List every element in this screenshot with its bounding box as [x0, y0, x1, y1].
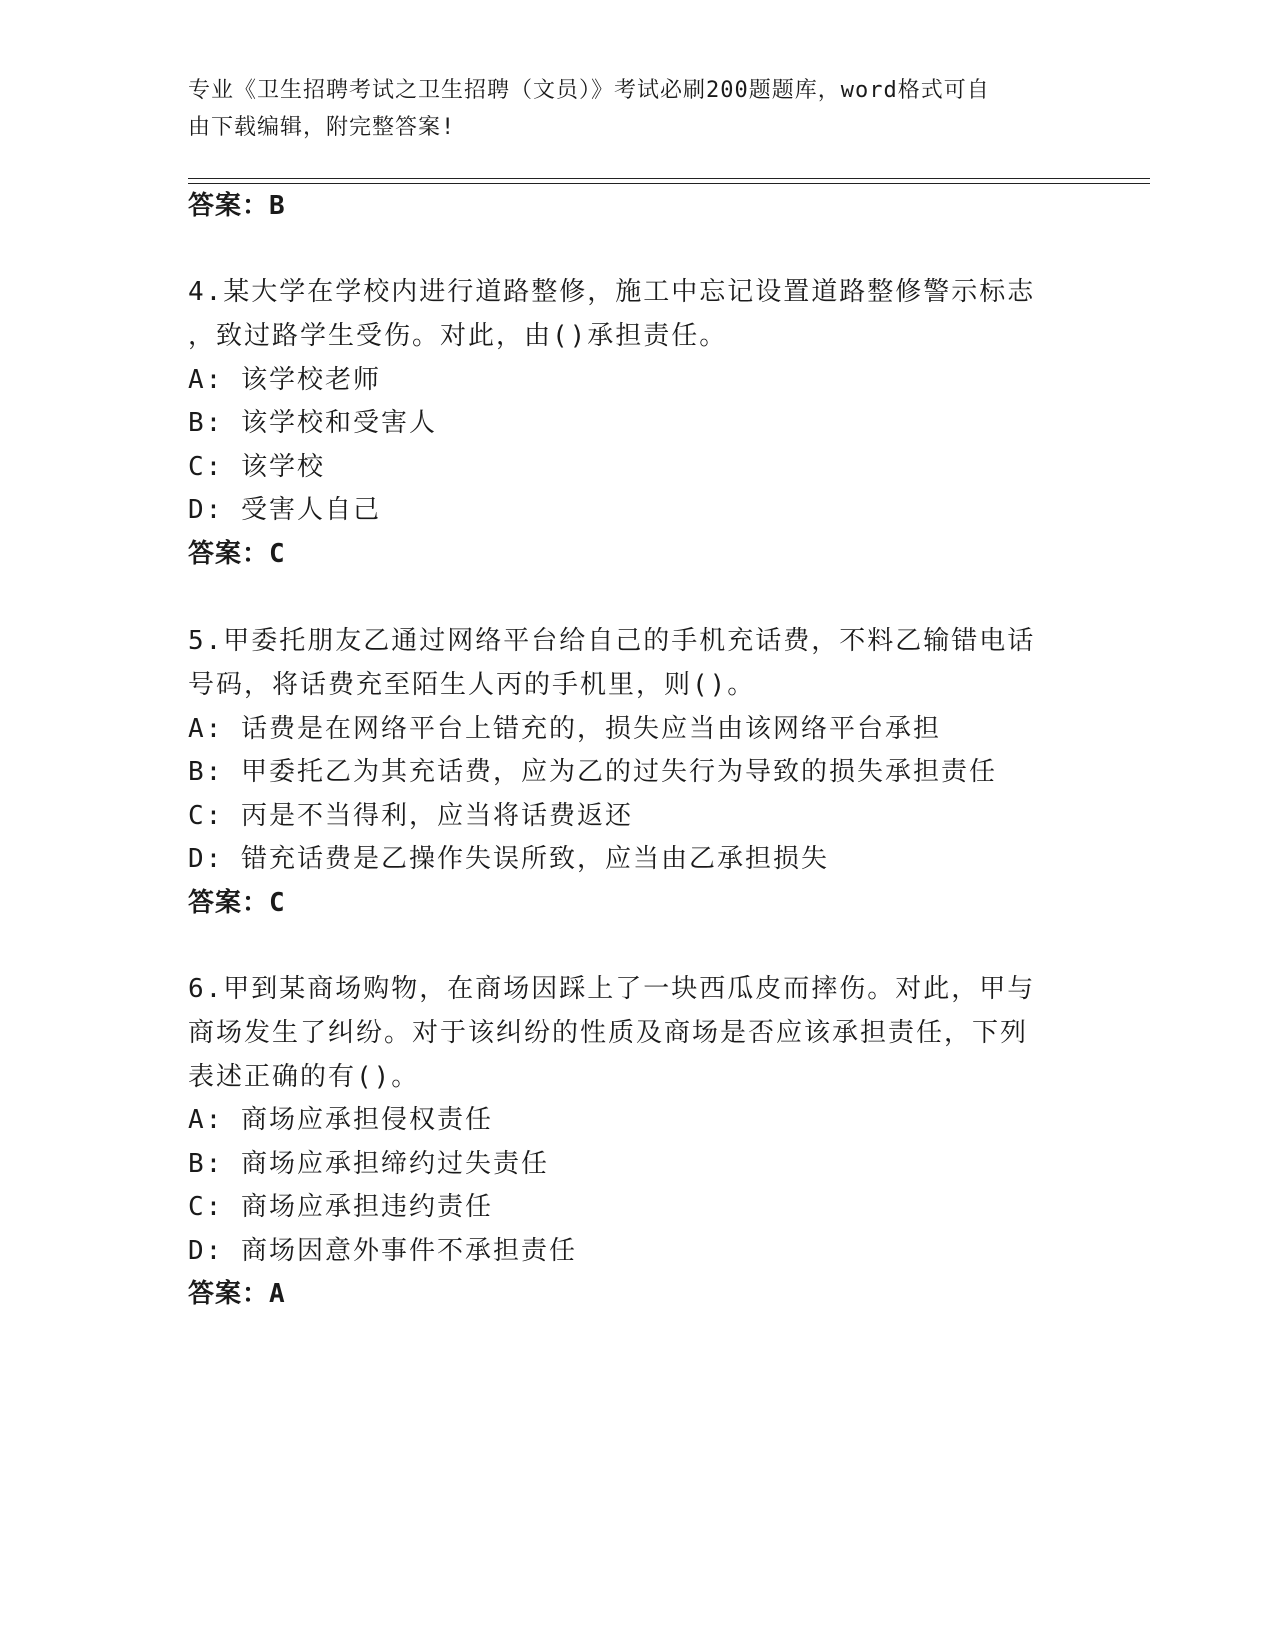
question-stem-line: 表述正确的有()。	[188, 1062, 420, 1092]
option-b: B: 甲委托乙为其充话费，应为乙的过失行为导致的损失承担责任	[188, 757, 997, 787]
question-stem-line: 商场发生了纠纷。对于该纠纷的性质及商场是否应该承担责任，下列	[188, 1018, 1029, 1048]
answer: 答案：C	[188, 888, 286, 918]
option-c: C: 该学校	[188, 452, 325, 482]
question-stem-line: 4.某大学在学校内进行道路整修，施工中忘记设置道路整修警示标志	[188, 277, 1036, 307]
option-a: A: 该学校老师	[188, 365, 381, 395]
header-line-2: 由下载编辑，附完整答案!	[188, 115, 456, 140]
option-c: C: 商场应承担违约责任	[188, 1192, 493, 1222]
option-b: B: 商场应承担缔约过失责任	[188, 1149, 549, 1179]
question-stem-line: 6.甲到某商场购物，在商场因踩上了一块西瓜皮而摔伤。对此，甲与	[188, 974, 1036, 1004]
option-a: A: 话费是在网络平台上错充的，损失应当由该网络平台承担	[188, 714, 941, 744]
option-b: B: 该学校和受害人	[188, 408, 437, 438]
option-d: D: 错充话费是乙操作失误所致，应当由乙承担损失	[188, 844, 829, 874]
document-header	[188, 72, 1068, 146]
option-d: D: 受害人自己	[188, 495, 381, 525]
option-d: D: 商场因意外事件不承担责任	[188, 1236, 577, 1266]
header-line-1: 专业《卫生招聘考试之卫生招聘（文员）》考试必刷200题题库，word格式可自	[188, 78, 990, 103]
answer: 答案：A	[188, 1279, 286, 1309]
answer: 答案：C	[188, 539, 286, 569]
previous-answer: 答案：B	[188, 191, 286, 221]
option-c: C: 丙是不当得利，应当将话费返还	[188, 801, 633, 831]
question-stem-line: 5.甲委托朋友乙通过网络平台给自己的手机充话费，不料乙输错电话	[188, 626, 1036, 656]
header-divider-bottom	[188, 183, 1150, 184]
header-divider-top	[188, 178, 1150, 179]
question-stem-line: 号码，将话费充至陌生人丙的手机里，则()。	[188, 670, 756, 700]
question-stem-line: ，致过路学生受伤。对此，由()承担责任。	[188, 321, 728, 351]
option-a: A: 商场应承担侵权责任	[188, 1105, 493, 1135]
